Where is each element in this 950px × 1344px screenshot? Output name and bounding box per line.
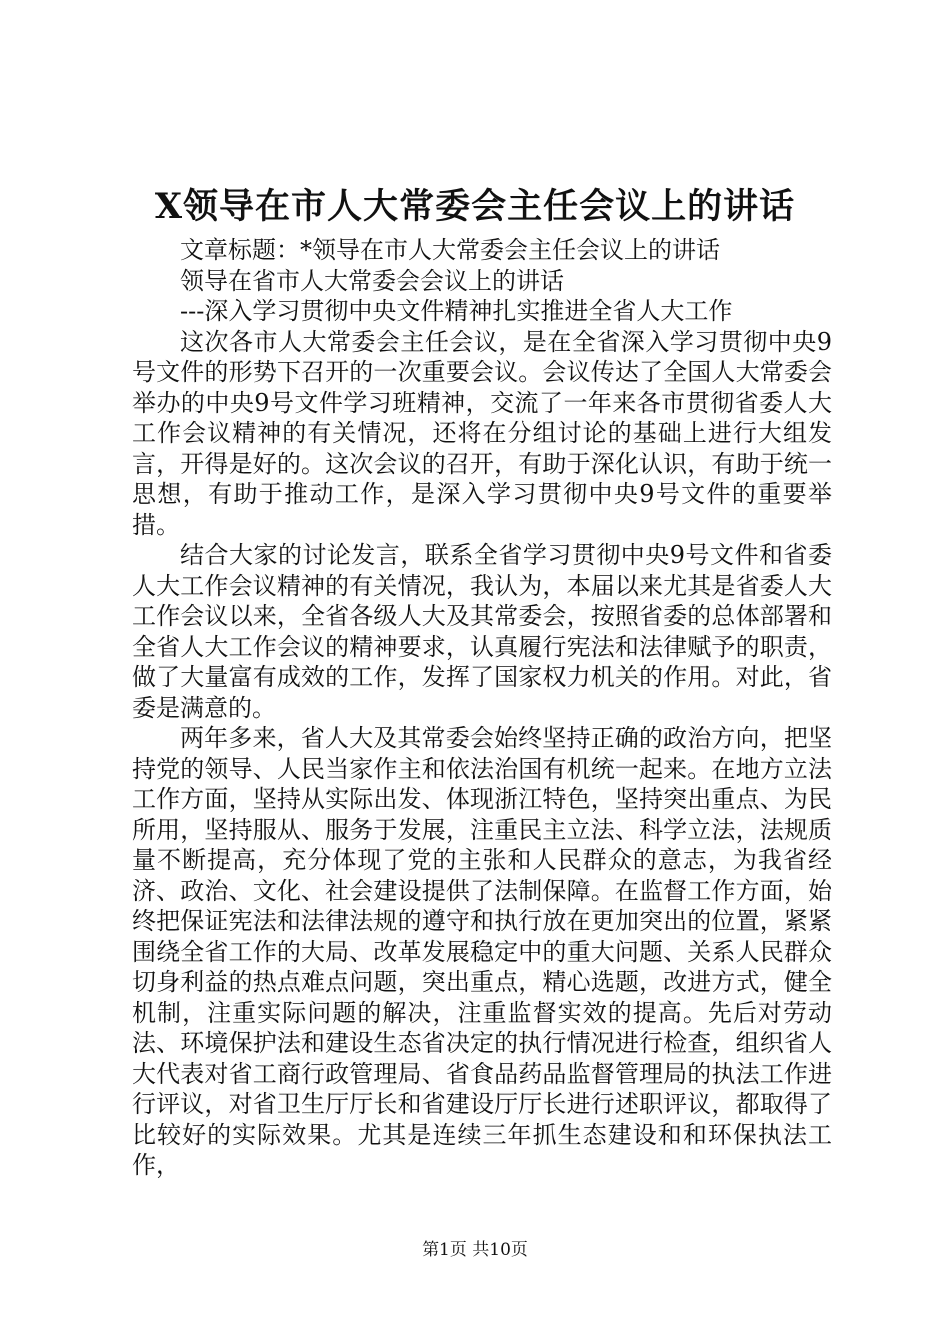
document-body [132,235,832,1181]
body-paragraph-1: 这次各市人大常委会主任会议，是在全省深入学习贯彻中央9号文件的形势下召开的一次重要会议。会议传达了全国人大常委会举办的中央9号文件学习班精神，交流了一年来各市贯彻省委人大工作会议精神的有关情况，还将在分组讨论的基础上进行大组发言，开得是好的。这次会议的召开，有助于深化认识，有助于统一思想，有助于推动工作，是深入学习贯彻中央9号文件的重要举措。 [132,327,832,539]
speech-title-line: 领导在省市人大常委会会议上的讲话 [180,266,564,295]
document-title: X领导在市人大常委会主任会议上的讲话 [154,186,796,227]
article-title-line: 文章标题：*领导在市人大常委会主任会议上的讲话 [180,236,720,264]
speech-subtitle-line: ---深入学习贯彻中央文件精神扎实推进全省人大工作 [180,297,733,325]
body-paragraph-3: 两年多来，省人大及其常委会始终坚持正确的政治方向，把坚持党的领导、人民当家作主和依法治国有机统一起来。在地方立法工作方面，坚持从实际出发、体现浙江特色，坚持突出重点、为民所用，坚持服从、服务于发展，注重民主立法、科学立法，法规质量不断提高，充分体现了党的主张和人民群众的意志，为我省经济、政治、文化、社会建设提供了法制保障。在监督工作方面，始终把保证宪法和法律法规的遵守和执行放在更加突出的位置，紧紧围绕全省工作的大局、改革发展稳定中的重大问题、关系人民群众切身利益的热点难点问题，突出重点，精心选题，改进方式，健全机制，注重实际问题的解决，注重监督实效的提高。先后对劳动法、环境保护法和建设生态省决定的执行情况进行检查，组织省人大代表对省工商行政管理局、省食品药品监督管理局的执法工作进行评议，对省卫生厅厅长和省建设厅厅长进行述职评议，都取得了比较好的实际效果。尤其是连续三年抓生态建设和和环保执法工作， [132,724,832,1179]
page-footer: 第1页 共10页 [422,1240,528,1260]
body-paragraph-2: 结合大家的讨论发言，联系全省学习贯彻中央9号文件和省委人大工作会议精神的有关情况，我认为，本届以来尤其是省委人大工作会议以来，全省各级人大及其常委会，按照省委的总体部署和全省人大工作会议的精神要求，认真履行宪法和法律赋予的职责，做了大量富有成效的工作，发挥了国家权力机关的作用。对此，省委是满意的。 [132,541,832,722]
